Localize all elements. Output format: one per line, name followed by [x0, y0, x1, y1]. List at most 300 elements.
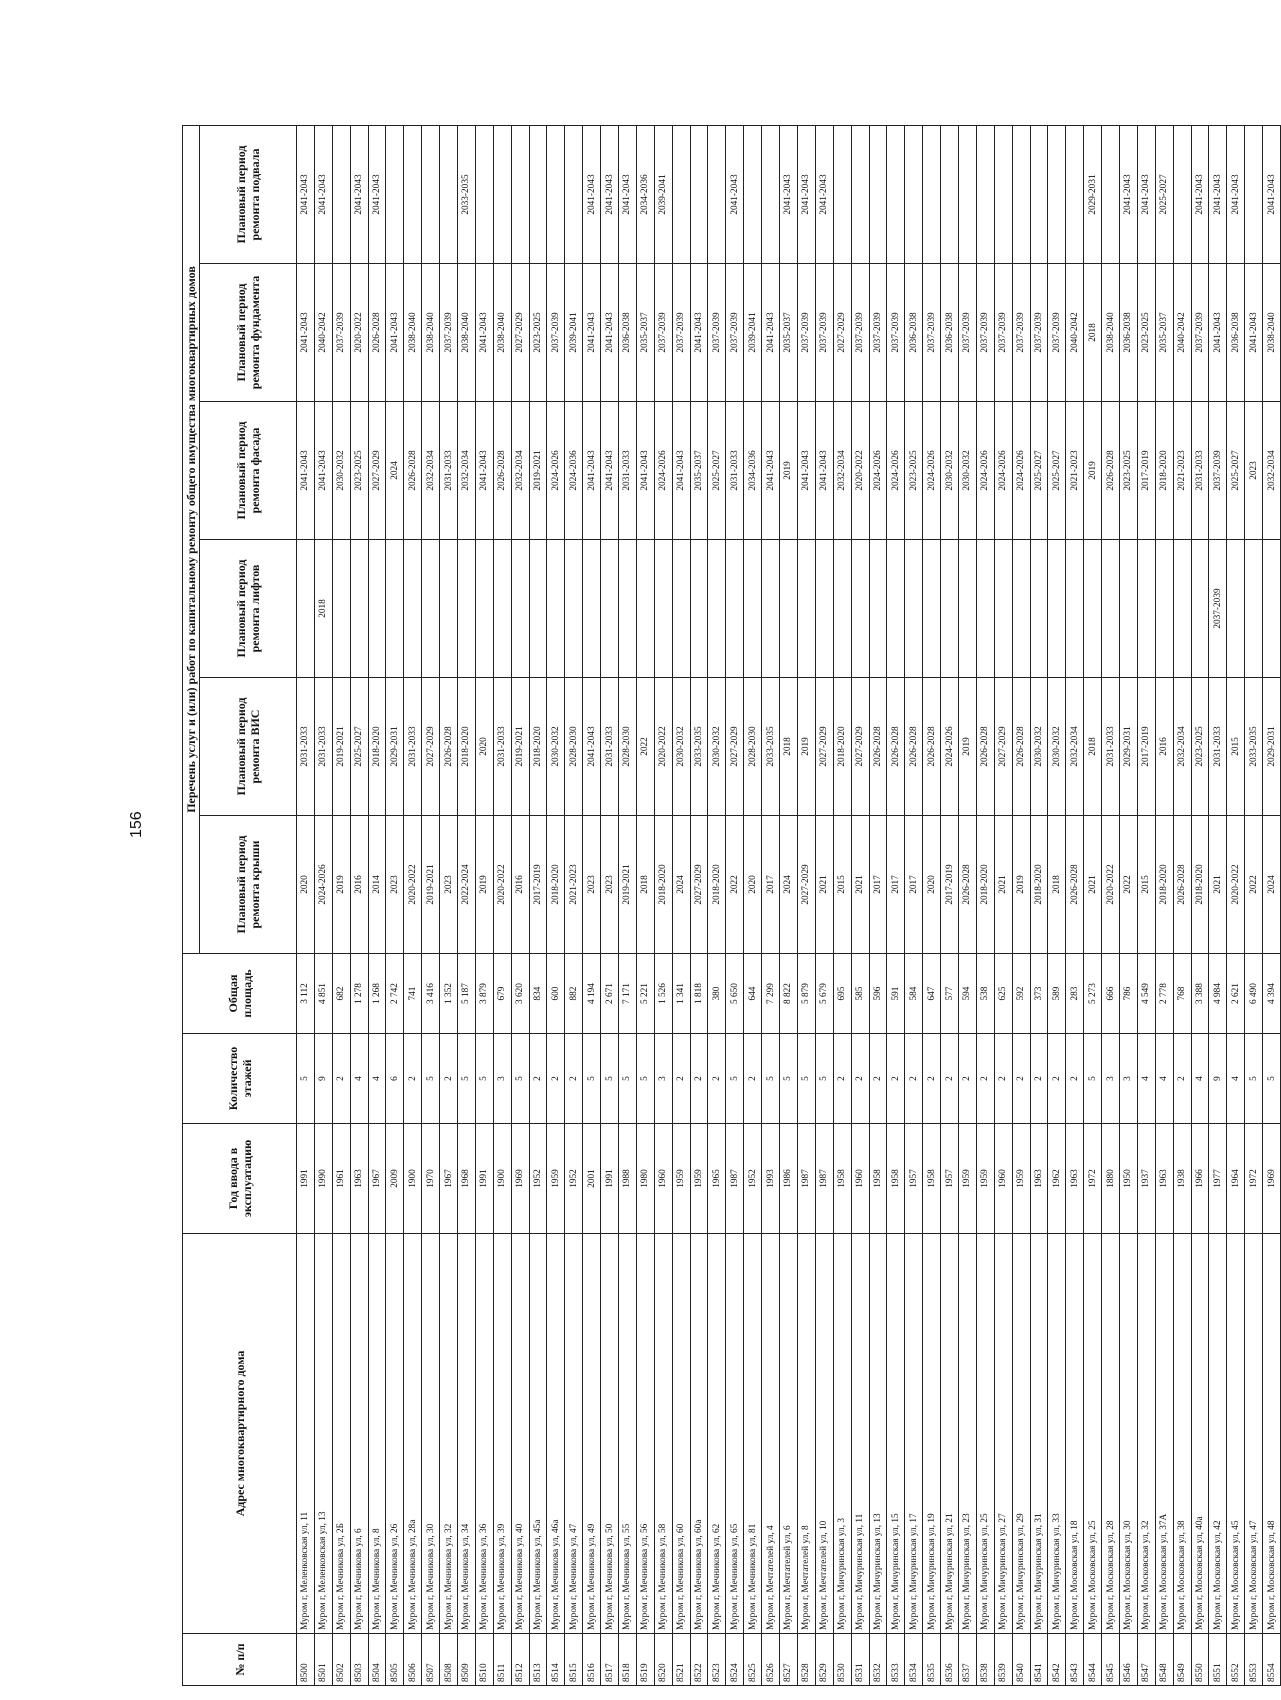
row-year: 1970	[422, 1124, 440, 1234]
row-foundation: 2041-2043	[1209, 264, 1227, 402]
row-roof: 2020-2022	[1102, 816, 1120, 954]
row-year: 1959	[672, 1124, 690, 1234]
row-area: 5 879	[797, 954, 815, 1034]
row-area: 679	[493, 954, 511, 1034]
row-facade: 2024-2036	[565, 402, 583, 540]
row-floors: 2	[565, 1034, 583, 1124]
row-address: Муром г, Московская ул, 32	[1137, 1234, 1155, 1634]
row-floors: 5	[458, 1034, 476, 1124]
row-vis: 2031-2033	[404, 678, 422, 816]
row-facade: 2023-2025	[1119, 402, 1137, 540]
row-basement: 2029-2031	[1084, 126, 1102, 264]
row-basement: 2041-2043	[815, 126, 833, 264]
table-row	[744, 126, 762, 1686]
row-area: 647	[923, 954, 941, 1034]
row-area: 1 526	[654, 954, 672, 1034]
row-roof: 2022-2024	[458, 816, 476, 954]
row-vis: 2030-2032	[1030, 678, 1048, 816]
row-address: Муром г, Мичуринская ул, 21	[941, 1234, 959, 1634]
row-address: Муром г, Мечникова ул, 49	[583, 1234, 601, 1634]
row-year: 1957	[941, 1124, 959, 1234]
row-floors: 2	[1173, 1034, 1191, 1124]
table-row	[780, 126, 798, 1686]
row-num: 8532	[869, 1634, 887, 1686]
row-year: 2009	[386, 1124, 404, 1234]
row-address: Муром г, Мичуринская ул, 13	[869, 1234, 887, 1634]
header-floors: Количество этажей	[183, 1034, 297, 1124]
row-area: 741	[404, 954, 422, 1034]
row-address: Муром г, Московская ул, 28	[1102, 1234, 1120, 1634]
row-basement: 2039-2041	[654, 126, 672, 264]
table-row	[1263, 126, 1281, 1686]
row-foundation: 2035-2037	[780, 264, 798, 402]
row-lift	[493, 540, 511, 678]
row-roof: 2022	[1119, 816, 1137, 954]
row-num: 8500	[297, 1634, 315, 1686]
row-vis: 2027-2029	[994, 678, 1012, 816]
table-row	[350, 126, 368, 1686]
row-vis: 2032-2034	[1066, 678, 1084, 816]
row-lift	[529, 540, 547, 678]
row-year: 1938	[1173, 1124, 1191, 1234]
row-foundation: 2040-2042	[1066, 264, 1084, 402]
row-facade: 2032-2034	[422, 402, 440, 540]
row-vis: 2018	[780, 678, 798, 816]
row-area: 7 171	[619, 954, 637, 1034]
row-roof: 2019-2021	[619, 816, 637, 954]
row-address: Муром г, Мечтателей ул, 4	[762, 1234, 780, 1634]
row-lift	[297, 540, 315, 678]
table-row	[833, 126, 851, 1686]
row-vis: 2018	[1084, 678, 1102, 816]
row-year: 1960	[994, 1124, 1012, 1234]
row-facade: 2021-2023	[1173, 402, 1191, 540]
row-address: Муром г, Мичуринская ул, 33	[1048, 1234, 1066, 1634]
header-year: Год ввода в эксплуатацию	[183, 1124, 297, 1234]
row-roof: 2016	[350, 816, 368, 954]
header-lift: Плановый период ремонта лифтов	[200, 540, 297, 678]
table-row	[958, 126, 976, 1686]
row-lift	[941, 540, 959, 678]
row-address: Муром г, Меленковская ул, 13	[314, 1234, 332, 1634]
row-foundation: 2039-2041	[565, 264, 583, 402]
row-vis: 2029-2031	[386, 678, 404, 816]
row-roof: 2020	[297, 816, 315, 954]
row-vis: 2033-2035	[1245, 678, 1263, 816]
table-row	[1084, 126, 1102, 1686]
row-facade: 2041-2043	[636, 402, 654, 540]
row-basement	[744, 126, 762, 264]
row-year: 1952	[529, 1124, 547, 1234]
row-lift	[726, 540, 744, 678]
row-floors: 2	[672, 1034, 690, 1124]
row-year: 1980	[636, 1124, 654, 1234]
row-foundation: 2041-2043	[690, 264, 708, 402]
row-area: 3 112	[297, 954, 315, 1034]
table-row	[565, 126, 583, 1686]
row-lift	[636, 540, 654, 678]
row-vis: 2023-2025	[1191, 678, 1209, 816]
row-roof: 2024	[1263, 816, 1281, 954]
row-basement: 2041-2043	[314, 126, 332, 264]
row-area: 4 984	[1209, 954, 1227, 1034]
row-vis: 2027-2029	[726, 678, 744, 816]
row-num: 8550	[1191, 1634, 1209, 1686]
row-lift	[1084, 540, 1102, 678]
row-floors: 5	[1245, 1034, 1263, 1124]
row-address: Муром г, Мичуринская ул, 17	[905, 1234, 923, 1634]
table-row	[708, 126, 726, 1686]
row-basement: 2025-2027	[1155, 126, 1173, 264]
row-lift	[1191, 540, 1209, 678]
row-vis: 2018-2020	[458, 678, 476, 816]
row-foundation: 2038-2040	[1263, 264, 1281, 402]
row-year: 1988	[619, 1124, 637, 1234]
row-basement	[493, 126, 511, 264]
row-area: 5 187	[458, 954, 476, 1034]
row-facade: 2041-2043	[314, 402, 332, 540]
row-vis: 2019	[958, 678, 976, 816]
row-year: 1965	[708, 1124, 726, 1234]
row-roof: 2019	[475, 816, 493, 954]
row-facade: 2031-2033	[440, 402, 458, 540]
row-address: Муром г, Московская ул, 48	[1263, 1234, 1281, 1634]
row-basement	[529, 126, 547, 264]
row-facade: 2024-2026	[887, 402, 905, 540]
row-basement	[994, 126, 1012, 264]
row-area: 600	[547, 954, 565, 1034]
row-year: 1963	[1030, 1124, 1048, 1234]
row-facade: 2024-2026	[547, 402, 565, 540]
row-address: Муром г, Мечникова ул, 65	[726, 1234, 744, 1634]
row-lift	[404, 540, 422, 678]
row-lift	[744, 540, 762, 678]
row-basement	[869, 126, 887, 264]
table-row	[1012, 126, 1030, 1686]
row-vis: 2022	[636, 678, 654, 816]
row-num: 8501	[314, 1634, 332, 1686]
row-facade: 2031-2033	[619, 402, 637, 540]
row-area: 4 394	[1263, 954, 1281, 1034]
header-group-title: Перечень услуг и (или) работ по капитальному ремонту общего имущества многоквартирных домов	[183, 126, 200, 954]
table-row	[458, 126, 476, 1686]
row-facade: 2024-2026	[869, 402, 887, 540]
row-year: 1968	[458, 1124, 476, 1234]
row-facade: 2041-2043	[601, 402, 619, 540]
row-roof: 2018-2020	[976, 816, 994, 954]
row-area: 2 621	[1227, 954, 1245, 1034]
row-foundation: 2038-2040	[422, 264, 440, 402]
table-row	[905, 126, 923, 1686]
row-address: Муром г, Мечникова ул, 30	[422, 1234, 440, 1634]
row-year: 1959	[976, 1124, 994, 1234]
row-num: 8546	[1119, 1634, 1137, 1686]
row-floors: 5	[726, 1034, 744, 1124]
row-year: 1961	[332, 1124, 350, 1234]
row-num: 8508	[440, 1634, 458, 1686]
row-address: Муром г, Мечникова ул, 28а	[404, 1234, 422, 1634]
row-floors: 4	[1155, 1034, 1173, 1124]
table-row	[547, 126, 565, 1686]
row-basement	[887, 126, 905, 264]
row-foundation: 2027-2029	[511, 264, 529, 402]
row-year: 1991	[601, 1124, 619, 1234]
row-basement: 2041-2043	[350, 126, 368, 264]
row-lift	[1155, 540, 1173, 678]
row-foundation: 2037-2039	[869, 264, 887, 402]
row-num: 8529	[815, 1634, 833, 1686]
page-number: 156	[128, 811, 145, 838]
row-area: 4 851	[314, 954, 332, 1034]
row-roof: 2018-2020	[1030, 816, 1048, 954]
row-facade: 2035-2037	[690, 402, 708, 540]
row-num: 8545	[1102, 1634, 1120, 1686]
row-foundation: 2036-2038	[1119, 264, 1137, 402]
row-foundation: 2037-2039	[1191, 264, 1209, 402]
table-row	[1245, 126, 1263, 1686]
row-foundation: 2038-2040	[493, 264, 511, 402]
table-row	[1066, 126, 1084, 1686]
row-facade: 2023	[1245, 402, 1263, 540]
row-basement	[332, 126, 350, 264]
row-vis: 2015	[1227, 678, 1245, 816]
row-basement	[1173, 126, 1191, 264]
row-roof: 2016	[511, 816, 529, 954]
row-basement: 2041-2043	[726, 126, 744, 264]
row-floors: 5	[815, 1034, 833, 1124]
row-address: Муром г, Московская ул, 37А	[1155, 1234, 1173, 1634]
row-address: Муром г, Московская ул, 42	[1209, 1234, 1227, 1634]
row-year: 1937	[1137, 1124, 1155, 1234]
row-roof: 2027-2029	[690, 816, 708, 954]
table-row	[440, 126, 458, 1686]
row-num: 8537	[958, 1634, 976, 1686]
row-lift	[1102, 540, 1120, 678]
row-area: 2 742	[386, 954, 404, 1034]
row-address: Муром г, Мечникова ул, 36	[475, 1234, 493, 1634]
table-row	[1030, 126, 1048, 1686]
row-address: Муром г, Мичуринская ул, 19	[923, 1234, 941, 1634]
row-lift	[1173, 540, 1191, 678]
row-vis: 2025-2027	[350, 678, 368, 816]
row-vis: 2019-2021	[332, 678, 350, 816]
row-lift	[565, 540, 583, 678]
row-year: 1991	[297, 1124, 315, 1234]
table-row	[851, 126, 869, 1686]
row-roof: 2020-2022	[404, 816, 422, 954]
row-basement: 2041-2043	[1209, 126, 1227, 264]
row-floors: 3	[654, 1034, 672, 1124]
row-basement: 2034-2036	[636, 126, 654, 264]
row-foundation: 2023-2025	[1137, 264, 1155, 402]
row-vis: 2030-2032	[1048, 678, 1066, 816]
row-year: 1952	[565, 1124, 583, 1234]
row-basement: 2033-2035	[458, 126, 476, 264]
row-facade: 2031-2033	[1191, 402, 1209, 540]
row-lift	[475, 540, 493, 678]
row-facade: 2024	[386, 402, 404, 540]
row-vis: 2031-2033	[493, 678, 511, 816]
row-roof: 2018-2020	[708, 816, 726, 954]
row-facade: 2030-2032	[958, 402, 976, 540]
row-vis: 2030-2032	[708, 678, 726, 816]
row-foundation: 2040-2042	[314, 264, 332, 402]
row-floors: 2	[690, 1034, 708, 1124]
row-address: Муром г, Московская ул, 25	[1084, 1234, 1102, 1634]
row-floors: 5	[297, 1034, 315, 1124]
row-facade: 2026-2028	[404, 402, 422, 540]
row-floors: 2	[833, 1034, 851, 1124]
row-lift	[833, 540, 851, 678]
row-basement	[941, 126, 959, 264]
row-foundation: 2037-2039	[815, 264, 833, 402]
row-year: 1958	[833, 1124, 851, 1234]
row-year: 1990	[314, 1124, 332, 1234]
row-foundation: 2041-2043	[475, 264, 493, 402]
row-lift	[440, 540, 458, 678]
row-area: 625	[994, 954, 1012, 1034]
row-area: 594	[958, 954, 976, 1034]
row-facade: 2032-2034	[833, 402, 851, 540]
row-area: 589	[1048, 954, 1066, 1034]
row-floors: 5	[780, 1034, 798, 1124]
row-roof: 2020-2022	[1227, 816, 1245, 954]
row-foundation: 2037-2039	[332, 264, 350, 402]
table-row	[1227, 126, 1245, 1686]
row-num: 8521	[672, 1634, 690, 1686]
row-num: 8519	[636, 1634, 654, 1686]
row-year: 1977	[1209, 1124, 1227, 1234]
row-area: 5 273	[1084, 954, 1102, 1034]
row-vis: 2031-2033	[314, 678, 332, 816]
row-foundation: 2027-2029	[833, 264, 851, 402]
row-lift	[350, 540, 368, 678]
row-vis: 2027-2029	[422, 678, 440, 816]
table-row	[1119, 126, 1137, 1686]
row-year: 1964	[1227, 1124, 1245, 1234]
row-roof: 2020	[923, 816, 941, 954]
row-roof: 2018-2020	[547, 816, 565, 954]
row-facade: 2020-2022	[851, 402, 869, 540]
row-address: Муром г, Мечникова ул, 62	[708, 1234, 726, 1634]
row-area: 1 341	[672, 954, 690, 1034]
row-year: 1957	[905, 1124, 923, 1234]
rotated-table-container	[182, 126, 1277, 1686]
row-address: Муром г, Мичуринская ул, 29	[1012, 1234, 1030, 1634]
table-row	[976, 126, 994, 1686]
row-lift	[708, 540, 726, 678]
row-floors: 2	[869, 1034, 887, 1124]
row-lift	[994, 540, 1012, 678]
row-vis: 2031-2033	[1209, 678, 1227, 816]
row-basement	[1102, 126, 1120, 264]
row-basement	[976, 126, 994, 264]
row-roof: 2015	[1137, 816, 1155, 954]
row-num: 8542	[1048, 1634, 1066, 1686]
row-facade: 2032-2034	[458, 402, 476, 540]
row-foundation: 2020-2022	[350, 264, 368, 402]
row-area: 3 879	[475, 954, 493, 1034]
row-vis: 2026-2028	[905, 678, 923, 816]
row-year: 1959	[690, 1124, 708, 1234]
row-vis: 2028-2030	[565, 678, 583, 816]
row-roof: 2026-2028	[1066, 816, 1084, 954]
row-vis: 2026-2028	[923, 678, 941, 816]
row-lift	[780, 540, 798, 678]
row-lift	[869, 540, 887, 678]
row-area: 1 352	[440, 954, 458, 1034]
row-roof: 2026-2028	[958, 816, 976, 954]
row-foundation: 2037-2039	[1012, 264, 1030, 402]
row-lift	[458, 540, 476, 678]
table-row	[654, 126, 672, 1686]
row-address: Муром г, Меленковская ул, 11	[297, 1234, 315, 1634]
row-vis: 2024-2026	[941, 678, 959, 816]
row-year: 1960	[851, 1124, 869, 1234]
row-basement	[386, 126, 404, 264]
row-vis: 2020	[475, 678, 493, 816]
row-lift	[797, 540, 815, 678]
row-num: 8549	[1173, 1634, 1191, 1686]
row-area: 768	[1173, 954, 1191, 1034]
row-floors: 2	[744, 1034, 762, 1124]
row-facade: 2024-2026	[976, 402, 994, 540]
table-row	[1102, 126, 1120, 1686]
row-address: Муром г, Мичуринская ул, 25	[976, 1234, 994, 1634]
table-row	[511, 126, 529, 1686]
row-num: 8518	[619, 1634, 637, 1686]
row-basement: 2041-2043	[1119, 126, 1137, 264]
row-year: 1963	[350, 1124, 368, 1234]
row-facade: 2032-2034	[511, 402, 529, 540]
row-floors: 9	[1209, 1034, 1227, 1124]
row-floors: 5	[511, 1034, 529, 1124]
row-num: 8515	[565, 1634, 583, 1686]
row-lift	[1263, 540, 1281, 678]
row-roof: 2021-2023	[565, 816, 583, 954]
row-roof: 2017-2019	[529, 816, 547, 954]
table-row	[368, 126, 386, 1686]
row-floors: 3	[493, 1034, 511, 1124]
row-num: 8541	[1030, 1634, 1048, 1686]
row-lift	[1119, 540, 1137, 678]
row-basement	[404, 126, 422, 264]
row-basement	[905, 126, 923, 264]
row-area: 8 822	[780, 954, 798, 1034]
row-roof: 2024	[672, 816, 690, 954]
row-basement	[440, 126, 458, 264]
row-foundation: 2037-2039	[797, 264, 815, 402]
row-facade: 2021-2023	[1066, 402, 1084, 540]
row-roof: 2018-2020	[654, 816, 672, 954]
row-vis: 2016	[1155, 678, 1173, 816]
row-vis: 2018-2020	[529, 678, 547, 816]
row-floors: 5	[583, 1034, 601, 1124]
table-row	[1155, 126, 1173, 1686]
row-vis: 2041-2043	[583, 678, 601, 816]
row-floors: 5	[1084, 1034, 1102, 1124]
row-lift	[1048, 540, 1066, 678]
row-foundation: 2036-2038	[619, 264, 637, 402]
row-num: 8516	[583, 1634, 601, 1686]
row-facade: 2030-2032	[941, 402, 959, 540]
header-vis: Плановый период ремонта ВИС	[200, 678, 297, 816]
row-year: 1960	[654, 1124, 672, 1234]
row-roof: 2022	[1245, 816, 1263, 954]
row-facade: 2018-2020	[1155, 402, 1173, 540]
row-address: Муром г, Мечникова ул, 58	[654, 1234, 672, 1634]
row-basement	[511, 126, 529, 264]
